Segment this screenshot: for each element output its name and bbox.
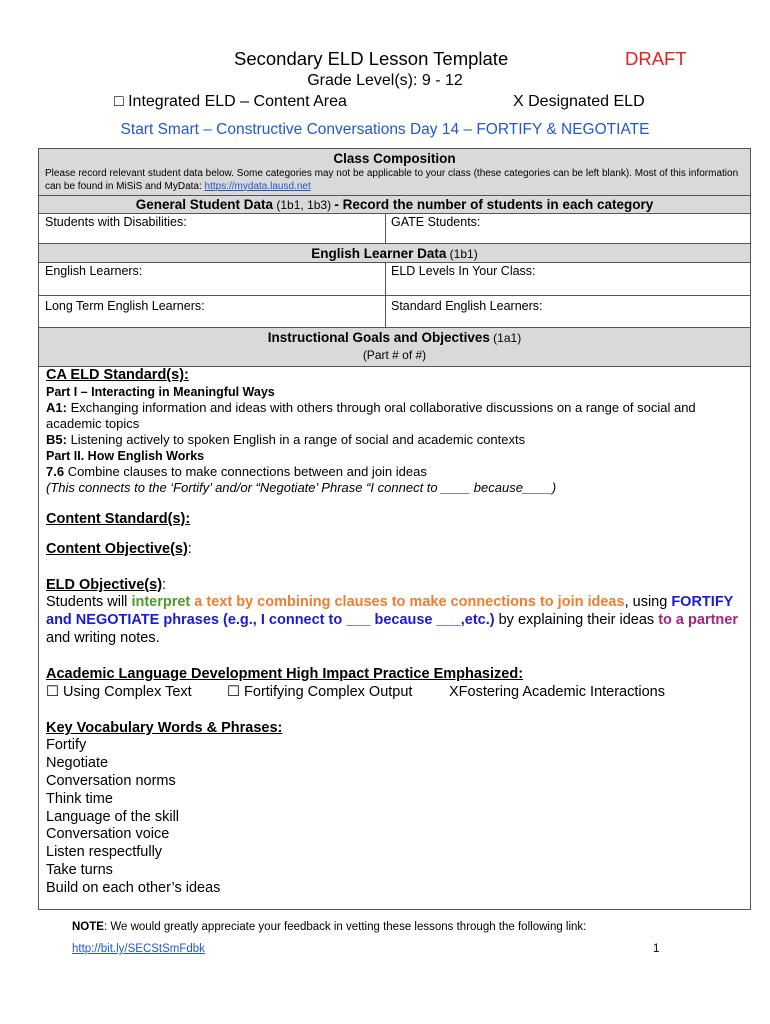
content-standards-heading: Content Standard(s): bbox=[46, 511, 191, 527]
fortifying-output-option: ☐ Fortifying Complex Output bbox=[227, 683, 413, 700]
class-composition-note: Please record relevant student data below. Some categories may not be applicable to your class (these categories can be left blank). Most of this information can be found in MiSiS and MyData: https://mydata.lausd.net bbox=[45, 168, 739, 192]
vocab-item: Listen respectfully bbox=[46, 844, 163, 861]
class-composition-section bbox=[39, 149, 750, 196]
key-vocabulary-heading: Key Vocabulary Words & Phrases: bbox=[46, 719, 283, 736]
eld-levels-label: ELD Levels In Your Class: bbox=[391, 264, 536, 278]
part-1-heading: Part I – Interacting in Meaningful Ways bbox=[46, 385, 275, 399]
lesson-subtitle: Start Smart – Constructive Conversations Day 14 – FORTIFY & NEGOTIATE bbox=[120, 121, 650, 138]
english-learner-row-2 bbox=[39, 296, 750, 328]
goals-heading-ref: (1a1) bbox=[489, 331, 522, 345]
draft-label: DRAFT bbox=[625, 48, 687, 69]
page-number: 1 bbox=[653, 943, 660, 955]
lesson-table bbox=[38, 148, 751, 910]
instructional-goals-header bbox=[39, 328, 750, 367]
general-student-row bbox=[39, 214, 750, 244]
grade-level: Grade Level(s): 9 - 12 bbox=[307, 72, 463, 89]
eld-objectives-heading: ELD Objective(s): bbox=[46, 576, 167, 593]
english-learner-row-1 bbox=[39, 263, 750, 296]
part-number: (Part # of #) bbox=[362, 348, 427, 362]
vocab-item: Think time bbox=[46, 790, 113, 807]
content-objectives-heading: Content Objective(s): bbox=[46, 540, 192, 557]
general-student-data-header bbox=[39, 196, 750, 214]
vocab-item: Take turns bbox=[46, 861, 113, 878]
practice-options bbox=[46, 684, 743, 702]
el-heading-ref: (1b1) bbox=[446, 247, 478, 261]
general-heading-rest: - Record the number of students in each category bbox=[334, 197, 654, 212]
designated-eld-option: X Designated ELD bbox=[513, 93, 645, 110]
general-heading: General Student Data bbox=[135, 197, 274, 212]
english-learner-data-header bbox=[39, 244, 750, 263]
general-heading-ref: (1b1, 1b3) bbox=[273, 198, 335, 212]
vocab-item: Fortify bbox=[46, 737, 87, 754]
connects-note: (This connects to the ‘Fortify’ and/or “Negotiate’ Phrase “I connect to ____ because____) bbox=[46, 480, 557, 495]
standard-7-6: 7.6 Combine clauses to make connections between and join ideas bbox=[46, 464, 427, 479]
vocab-item: Conversation voice bbox=[46, 826, 170, 843]
vocab-item: Language of the skill bbox=[46, 808, 180, 825]
vocab-item: Conversation norms bbox=[46, 772, 176, 789]
part-2-heading: Part II. How English Works bbox=[46, 449, 205, 463]
fostering-interactions-option: XFostering Academic Interactions bbox=[449, 683, 665, 700]
standard-b5: B5: Listening actively to spoken English in a range of social and academic contexts bbox=[46, 432, 526, 447]
class-composition-heading: Class Composition bbox=[333, 151, 456, 166]
students-with-disabilities-label: Students with Disabilities: bbox=[45, 215, 187, 229]
gate-students-label: GATE Students: bbox=[391, 215, 481, 229]
eld-objective-text: Students will interpret a text by combining clauses to make connections to join ideas, using FORTIFY and NEGOTIATE phrases (e.g., I connect to ___ because ___,etc.) by explaining their ideas to a partner and writing notes. bbox=[46, 594, 738, 646]
feedback-link[interactable]: http://bit.ly/SECStSmFdbk bbox=[72, 943, 205, 955]
goals-heading: Instructional Goals and Objectives bbox=[267, 330, 490, 345]
high-impact-practice-heading: Academic Language Development High Impact Practice Emphasized: bbox=[46, 665, 524, 682]
english-learners-label: English Learners: bbox=[45, 264, 143, 278]
mydata-link[interactable]: https://mydata.lausd.net bbox=[204, 180, 311, 192]
lesson-body bbox=[46, 367, 743, 898]
integrated-eld-option: □ Integrated ELD – Content Area bbox=[114, 93, 347, 110]
document-title: Secondary ELD Lesson Template bbox=[234, 48, 509, 69]
feedback-note: NOTE: We would greatly appreciate your feedback in vetting these lessons through the following link: bbox=[72, 921, 587, 933]
long-term-el-label: Long Term English Learners: bbox=[45, 299, 205, 313]
vocab-item: Negotiate bbox=[46, 755, 109, 772]
standard-a1: A1: Exchanging information and ideas with others through oral collaborative discussions on a range of social and academic topics bbox=[46, 400, 696, 431]
ca-eld-standards-heading: CA ELD Standard(s): bbox=[46, 367, 189, 383]
el-heading: English Learner Data bbox=[311, 246, 447, 261]
standard-el-label: Standard English Learners: bbox=[391, 299, 543, 313]
vocab-item: Build on each other’s ideas bbox=[46, 879, 221, 896]
using-complex-text-option: ☐ Using Complex Text bbox=[46, 683, 192, 700]
